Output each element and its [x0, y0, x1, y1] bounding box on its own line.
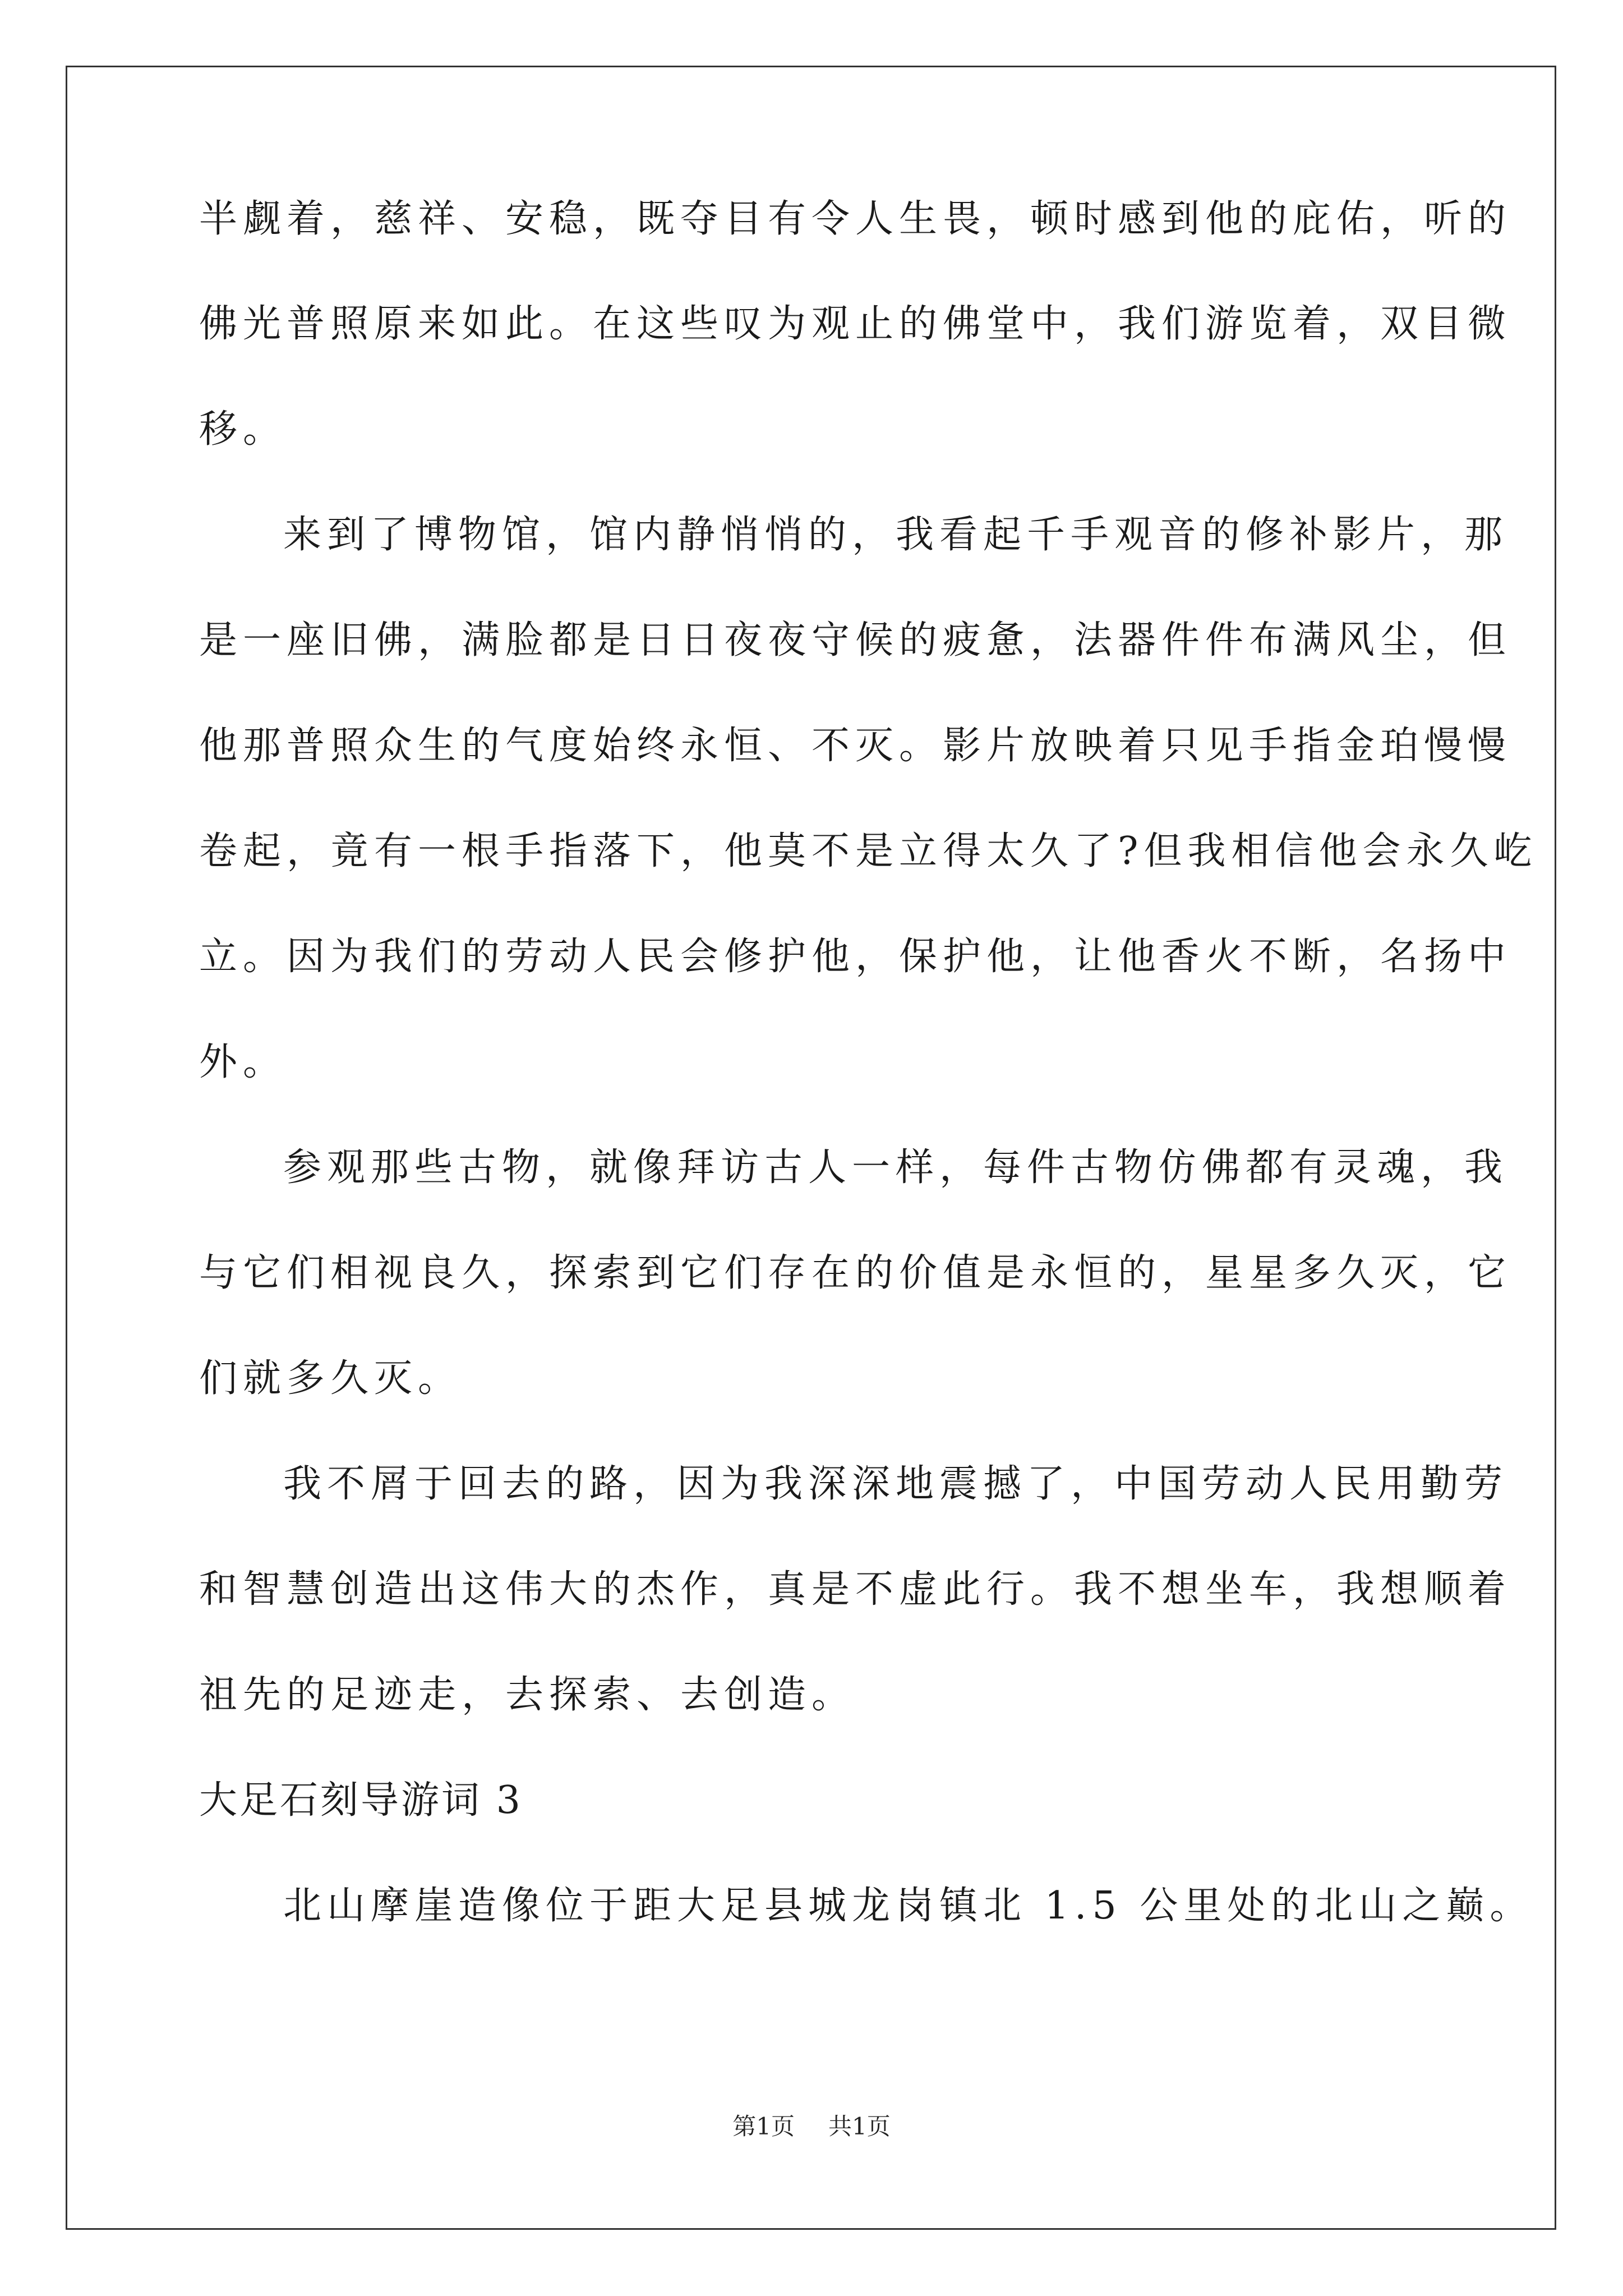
text-line: 是一座旧佛，满脸都是日日夜夜守候的疲惫，法器件件布满风尘，但 [199, 618, 1512, 662]
text-line: 移。 [199, 407, 287, 452]
text-line: 和智慧创造出这伟大的杰作，真是不虚此行。我不想坐车，我想顺着 [199, 1567, 1512, 1612]
text-line: 们就多久灭。 [199, 1356, 462, 1401]
text-line: 佛光普照原来如此。在这些叹为观止的佛堂中，我们游览着，双目微 [199, 302, 1512, 346]
text-line: 祖先的足迹走，去探索、去创造。 [199, 1673, 856, 1717]
page-number-current: 第1页 [732, 2113, 795, 2140]
paragraph-start-line: 北山摩崖造像位于距大足县城龙岗镇北 1.5 公里处的北山之巅。 [283, 1884, 1534, 1928]
paragraph-start-line: 我不屑于回去的路，因为我深深地震撼了，中国劳动人民用勤劳 [283, 1462, 1509, 1506]
page-number-total: 共1页 [828, 2113, 891, 2140]
text-line: 与它们相视良久，探索到它们存在的价值是永恒的，星星多久灭，它 [199, 1251, 1512, 1295]
text-line: 立。因为我们的劳动人民会修护他，保护他，让他香火不断，名扬中 [199, 935, 1512, 979]
text-line: 卷起，竟有一根手指落下，他莫不是立得太久了?但我相信他会永久屹 [199, 829, 1538, 873]
section-heading: 大足石刻导游词 3 [199, 1778, 523, 1823]
page-footer [0, 2108, 1623, 2142]
text-line: 他那普照众生的气度始终永恒、不灭。影片放映着只见手指金珀慢慢 [199, 724, 1512, 768]
paragraph-start-line: 参观那些古物，就像拜访古人一样，每件古物仿佛都有灵魂，我 [283, 1145, 1509, 1190]
text-line: 半觑着，慈祥、安稳，既夺目有令人生畏，顿时感到他的庇佑，听的 [199, 197, 1512, 241]
paragraph-start-line: 来到了博物馆，馆内静悄悄的，我看起千手观音的修补影片，那 [283, 513, 1509, 557]
text-line: 外。 [199, 1040, 287, 1084]
